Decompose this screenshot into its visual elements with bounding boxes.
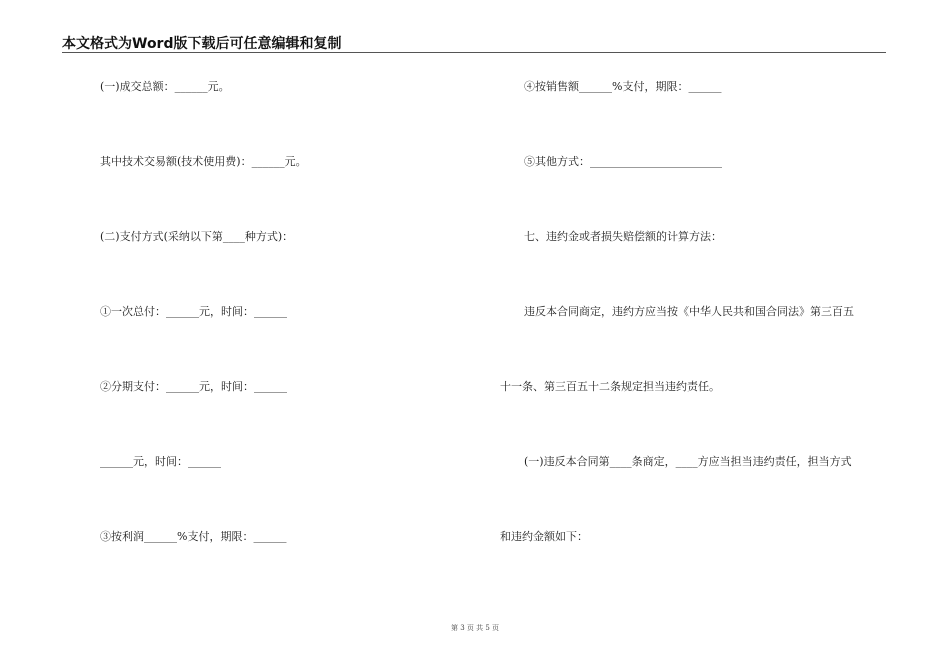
left-line-lump-sum: ①一次总付：______元，时间：______ [100, 305, 287, 318]
right-line-penalty-amount: 和违约金额如下： [500, 530, 588, 543]
document-header-title: 本文格式为Word版下载后可任意编辑和复制 [62, 36, 342, 52]
right-line-other-method: ⑤其他方式：________________________ [524, 155, 722, 168]
left-line-profit-share: ③按利润______%支付，期限：______ [100, 530, 287, 543]
right-line-breach-clause-continued: 十一条、第三百五十二条规定担当违约责任。 [500, 380, 720, 393]
header-divider [62, 52, 886, 53]
right-line-section-seven-heading: 七、违约金或者损失赔偿额的计算方法： [524, 230, 722, 243]
right-line-breach-article: (一)违反本合同第____条商定，____方应当担当违约责任，担当方式 [524, 455, 852, 468]
left-line-installment: ②分期支付：______元，时间：______ [100, 380, 287, 393]
left-line-total-amount: (一)成交总额：______元。 [100, 80, 230, 93]
right-line-sales-share: ④按销售额______%支付，期限：______ [524, 80, 722, 93]
page-number-footer: 第 3 页 共 5 页 [450, 624, 500, 632]
left-line-payment-method: (二)支付方式(采纳以下第____种方式)： [100, 230, 294, 243]
right-line-breach-clause: 违反本合同商定，违约方应当按《中华人民共和国合同法》第三百五 [524, 305, 854, 318]
left-line-installment-continued: ______元，时间：______ [100, 455, 221, 468]
left-line-tech-fee: 其中技术交易额(技术使用费)：______元。 [100, 155, 307, 168]
